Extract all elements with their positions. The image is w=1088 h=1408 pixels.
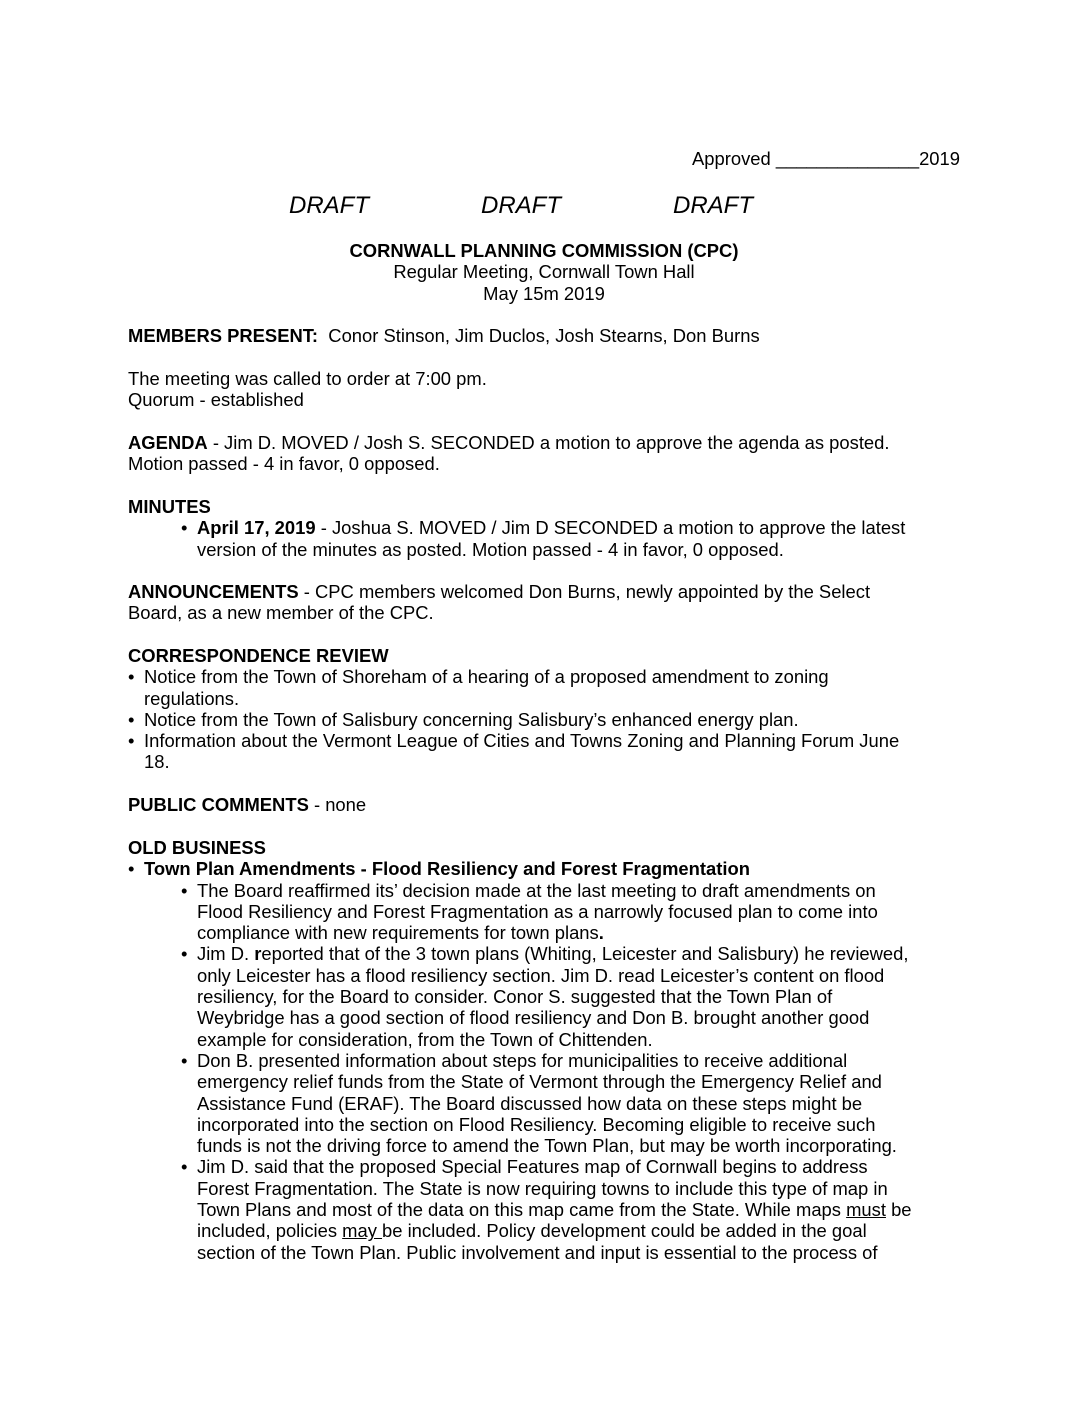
list-item-text: be	[885, 1199, 912, 1221]
announcements-text: Board, as a new member of the CPC.	[128, 602, 434, 624]
list-item-text: compliance with new requirements for town plans	[197, 922, 599, 944]
list-item-text: included, policies	[197, 1220, 343, 1242]
minutes-date: April 17, 2019	[197, 517, 316, 539]
minutes-heading: MINUTES	[128, 496, 211, 517]
list-item-text: funds is not the driving force to amend the Town Plan, but may be worth incorporating.	[197, 1135, 897, 1157]
list-item-text: • Information about the Vermont League of Cities and Towns Zoning and Planning Forum June	[144, 730, 900, 752]
members-label: MEMBERS PRESENT:	[128, 325, 319, 346]
announcements-label: ANNOUNCEMENTS	[128, 581, 299, 602]
draft-label: DRAFT	[673, 192, 753, 219]
correspondence-section	[128, 645, 968, 773]
agenda-label: AGENDA	[128, 432, 208, 453]
list-item-text: regulations.	[144, 687, 240, 709]
list-item	[128, 517, 968, 560]
members-names: Conor Stinson, Jim Duclos, Josh Stearns, Don Burns	[328, 325, 760, 346]
old-business-topic: Town Plan Amendments - Flood Resiliency and Forest Fragmentation	[144, 858, 750, 880]
old-business-heading: OLD BUSINESS	[128, 837, 266, 858]
agenda-text: - Jim D. MOVED / Josh S. SECONDED a motion to approve the agenda as posted.	[212, 432, 890, 453]
list-item-text: Weybridge has a good section of flood resiliency and Don B. brought another good	[197, 1007, 870, 1029]
list-item-text: Flood Resiliency and Forest Fragmentation as a narrowly focused plan to come into	[197, 900, 878, 922]
list-item	[128, 858, 968, 879]
list-item-text: .	[598, 922, 604, 944]
list-item	[128, 1050, 968, 1156]
document-subtitle: Regular Meeting, Cornwall Town Hall	[393, 261, 695, 283]
list-item-text: Jim D.	[197, 943, 255, 965]
list-item-text: incorporated into the section on Flood Resiliency. Becoming eligible to receive such	[197, 1113, 876, 1135]
emphasis-underline: must	[846, 1199, 886, 1221]
list-item-text: be included. Policy development could be added in the goal	[382, 1220, 867, 1242]
call-to-order-line: The meeting was called to order at 7:00 pm.	[128, 368, 487, 389]
list-item	[128, 880, 968, 944]
quorum-line: Quorum - established	[128, 389, 304, 411]
call-to-order	[128, 368, 968, 411]
list-item-text: eported that of the 3 town plans (Whiting, Leicester and Salisbury) he reviewed,	[261, 943, 909, 965]
list-item-text: section of the Town Plan. Public involvement and input is essential to the process of	[197, 1241, 878, 1263]
members-present	[128, 325, 968, 346]
draft-label: DRAFT	[289, 192, 369, 219]
public-comments-section	[128, 794, 968, 815]
list-item-text: 18.	[144, 751, 170, 773]
list-item	[128, 1156, 968, 1262]
list-item-text: example for consideration, from the Town of Chittenden.	[197, 1028, 653, 1050]
draft-watermark-row	[0, 192, 1088, 222]
public-comments-text: - none	[313, 794, 367, 815]
list-item	[128, 709, 968, 730]
approved-label: Approved	[692, 148, 771, 169]
list-item-text: only Leicester has a flood resiliency section. Jim D. read Leicester’s content on flood	[197, 964, 885, 986]
agenda-section	[128, 432, 968, 475]
minutes-text: version of the minutes as posted. Motion passed - 4 in favor, 0 opposed.	[197, 538, 784, 560]
announcements-text: - CPC members welcomed Don Burns, newly appointed by the Select	[303, 581, 871, 602]
list-item	[128, 666, 968, 709]
list-item-text: Assistance Fund (ERAF). The Board discussed how data on these steps might be	[197, 1092, 863, 1114]
list-item-text: Forest Fragmentation. The State is now requiring towns to include this type of map in	[197, 1177, 888, 1199]
list-item-text: Town Plans and most of the data on this map came from the State. While maps	[197, 1199, 847, 1221]
meeting-date: May 15m 2019	[483, 282, 605, 304]
emphasis-underline: may	[342, 1220, 383, 1242]
approved-year: 2019	[919, 148, 960, 169]
document-header	[0, 240, 1088, 304]
agenda-result: Motion passed - 4 in favor, 0 opposed.	[128, 453, 440, 475]
public-comments-label: PUBLIC COMMENTS	[128, 794, 309, 815]
announcements-section	[128, 581, 968, 624]
list-item-text: • Jim D. said that the proposed Special Features map of Cornwall begins to address	[197, 1156, 868, 1178]
correspondence-heading: CORRESPONDENCE REVIEW	[128, 645, 389, 666]
old-business-section	[128, 837, 968, 1263]
list-item-text: r	[254, 943, 262, 965]
minutes-text: - Joshua S. MOVED / Jim D SECONDED a motion to approve the latest	[320, 517, 906, 539]
approved-blank: ______________	[775, 148, 920, 169]
list-item-text: emergency relief funds from the State of Vermont through the Emergency Relief and	[197, 1071, 882, 1093]
list-item-text: • The Board reaffirmed its’ decision made at the last meeting to draft amendments on	[197, 879, 876, 901]
list-item-text: • Notice from the Town of Shoreham of a hearing of a proposed amendment to zoning	[144, 666, 829, 688]
list-item	[128, 730, 968, 773]
minutes-section	[128, 496, 968, 560]
draft-label: DRAFT	[481, 192, 561, 219]
approval-line	[692, 148, 960, 169]
list-item-text: resiliency, for the Board to consider. Conor S. suggested that the Town Plan of	[197, 986, 833, 1008]
list-item-text: • Don B. presented information about steps for municipalities to receive additional	[197, 1049, 848, 1071]
document-title: CORNWALL PLANNING COMMISSION (CPC)	[349, 240, 739, 261]
list-item-text: • Notice from the Town of Salisbury concerning Salisbury’s enhanced energy plan.	[144, 708, 799, 730]
list-item	[128, 943, 968, 1049]
